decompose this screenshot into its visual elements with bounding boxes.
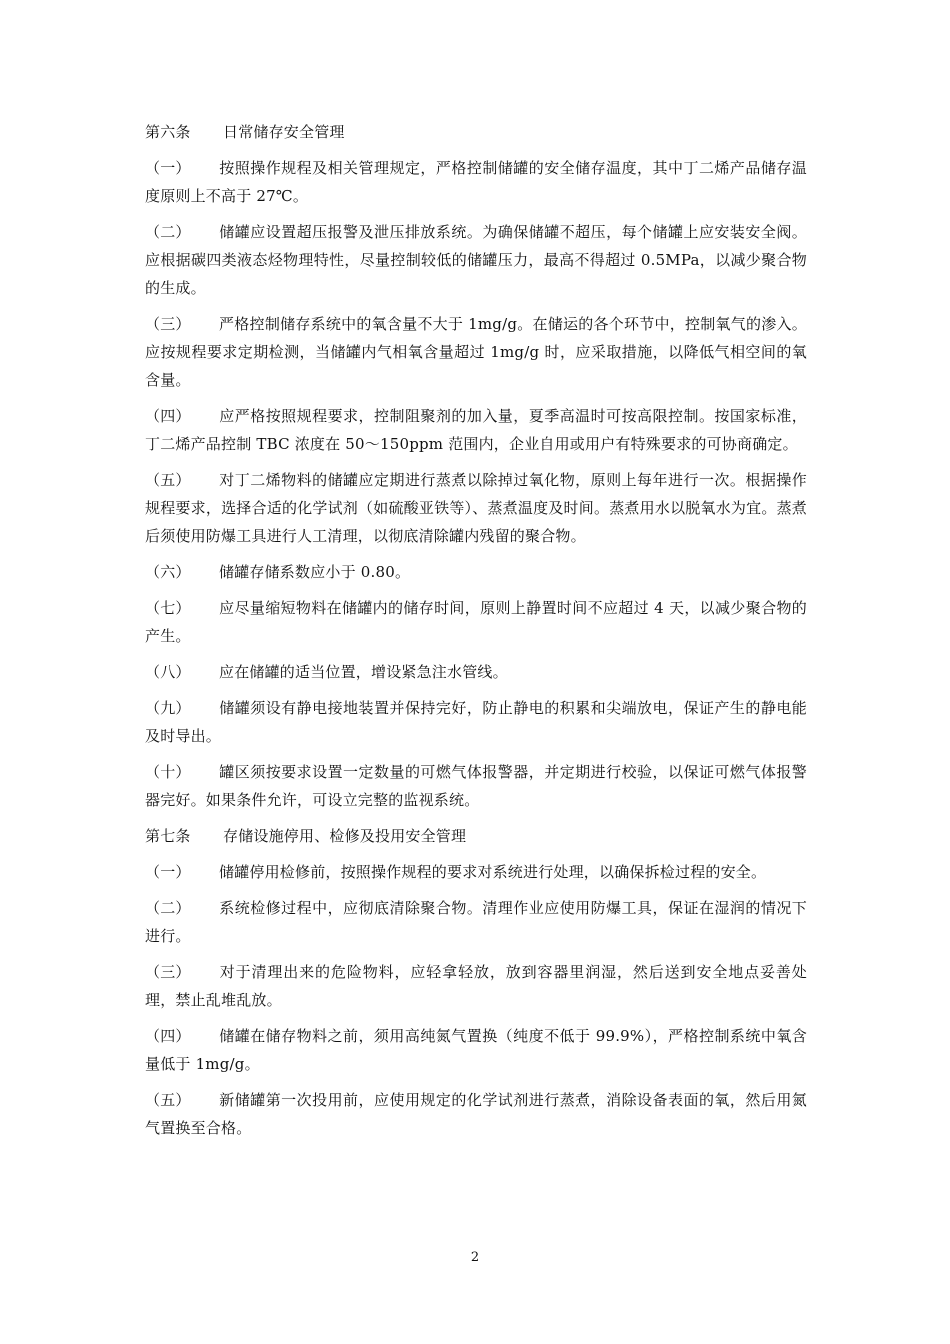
article-title: 日常储存安全管理: [223, 123, 345, 141]
clause-text: 储罐存储系数应小于 0.80。: [219, 563, 411, 581]
clause-text: 应在储罐的适当位置，增设紧急注水管线。: [219, 663, 508, 681]
article-heading: [145, 118, 807, 146]
page-number: 2: [470, 1250, 480, 1265]
clause-paragraph: [145, 958, 807, 1014]
clause-text: 罐区须按要求设置一定数量的可燃气体报警器，并定期进行校验，以保证可燃气体报警器完好。如果条件允许，可设立完整的监视系统。: [145, 763, 807, 809]
document-page: [145, 118, 807, 1150]
clause-paragraph: [145, 310, 807, 394]
clause-number: （二）: [145, 223, 191, 241]
clause-text: 应尽量缩短物料在储罐内的储存时间，原则上静置时间不应超过 4 天，以减少聚合物的产生。: [145, 599, 807, 645]
clause-text: 应严格按照规程要求，控制阻聚剂的加入量，夏季高温时可按高限控制。按国家标准，丁二烯产品控制 TBC 浓度在 50～150ppm 范围内，企业自用或用户有特殊要求的可协商确定。: [145, 407, 807, 453]
clause-paragraph: [145, 1086, 807, 1142]
clause-paragraph: [145, 1022, 807, 1078]
clause-number: （一）: [145, 863, 191, 881]
clause-text: 储罐应设置超压报警及泄压排放系统。为确保储罐不超压，每个储罐上应安装安全阀。应根据碳四类液态烃物理特性，尽量控制较低的储罐压力，最高不得超过 0.5MPa，以减少聚合物的生成。: [145, 223, 807, 297]
clause-paragraph: [145, 218, 807, 302]
clause-text: 新储罐第一次投用前，应使用规定的化学试剂进行蒸煮，消除设备表面的氧，然后用氮气置换至合格。: [145, 1091, 807, 1137]
clause-text: 严格控制储存系统中的氧含量不大于 1mg/g。在储运的各个环节中，控制氧气的渗入。应按规程要求定期检测，当储罐内气相氧含量超过 1mg/g 时，应采取措施，以降低气相空间的氧含量。: [145, 315, 807, 389]
clause-number: （五）: [145, 1091, 191, 1109]
clause-text: 按照操作规程及相关管理规定，严格控制储罐的安全储存温度，其中丁二烯产品储存温度原则上不高于 27℃。: [145, 159, 807, 205]
clause-paragraph: [145, 154, 807, 210]
clause-number: （九）: [145, 699, 191, 717]
clause-number: （三）: [145, 963, 191, 981]
clause-paragraph: [145, 858, 807, 886]
clause-number: （六）: [145, 563, 191, 581]
article-number: 第六条: [145, 123, 191, 141]
clause-paragraph: [145, 466, 807, 550]
clause-number: （四）: [145, 407, 191, 425]
clause-number: （八）: [145, 663, 191, 681]
clause-number: （十）: [145, 763, 191, 781]
clause-number: （二）: [145, 899, 191, 917]
clause-number: （四）: [145, 1027, 191, 1045]
article-title: 存储设施停用、检修及投用安全管理: [223, 827, 467, 845]
clause-paragraph: [145, 402, 807, 458]
article-number: 第七条: [145, 827, 191, 845]
clause-text: 储罐须设有静电接地装置并保持完好，防止静电的积累和尖端放电，保证产生的静电能及时导出。: [145, 699, 807, 745]
clause-text: 对丁二烯物料的储罐应定期进行蒸煮以除掉过氧化物，原则上每年进行一次。根据操作规程要求，选择合适的化学试剂（如硫酸亚铁等）、蒸煮温度及时间。蒸煮用水以脱氧水为宜。蒸煮后须使用防爆工具进行人工清理，以彻底清除罐内残留的聚合物。: [145, 471, 807, 545]
clause-text: 储罐停用检修前，按照操作规程的要求对系统进行处理，以确保拆检过程的安全。: [219, 863, 767, 881]
clause-paragraph: [145, 694, 807, 750]
clause-paragraph: [145, 594, 807, 650]
clause-paragraph: [145, 558, 807, 586]
clause-paragraph: [145, 758, 807, 814]
clause-paragraph: [145, 894, 807, 950]
article-heading: [145, 822, 807, 850]
clause-number: （三）: [145, 315, 191, 333]
clause-text: 系统检修过程中，应彻底清除聚合物。清理作业应使用防爆工具，保证在湿润的情况下进行。: [145, 899, 807, 945]
clause-text: 对于清理出来的危险物料，应轻拿轻放，放到容器里润湿，然后送到安全地点妥善处理，禁止乱堆乱放。: [145, 963, 807, 1009]
clause-paragraph: [145, 658, 807, 686]
clause-number: （五）: [145, 471, 191, 489]
clause-number: （一）: [145, 159, 191, 177]
clause-text: 储罐在储存物料之前，须用高纯氮气置换（纯度不低于 99.9%），严格控制系统中氧含量低于 1mg/g。: [145, 1027, 807, 1073]
clause-number: （七）: [145, 599, 191, 617]
